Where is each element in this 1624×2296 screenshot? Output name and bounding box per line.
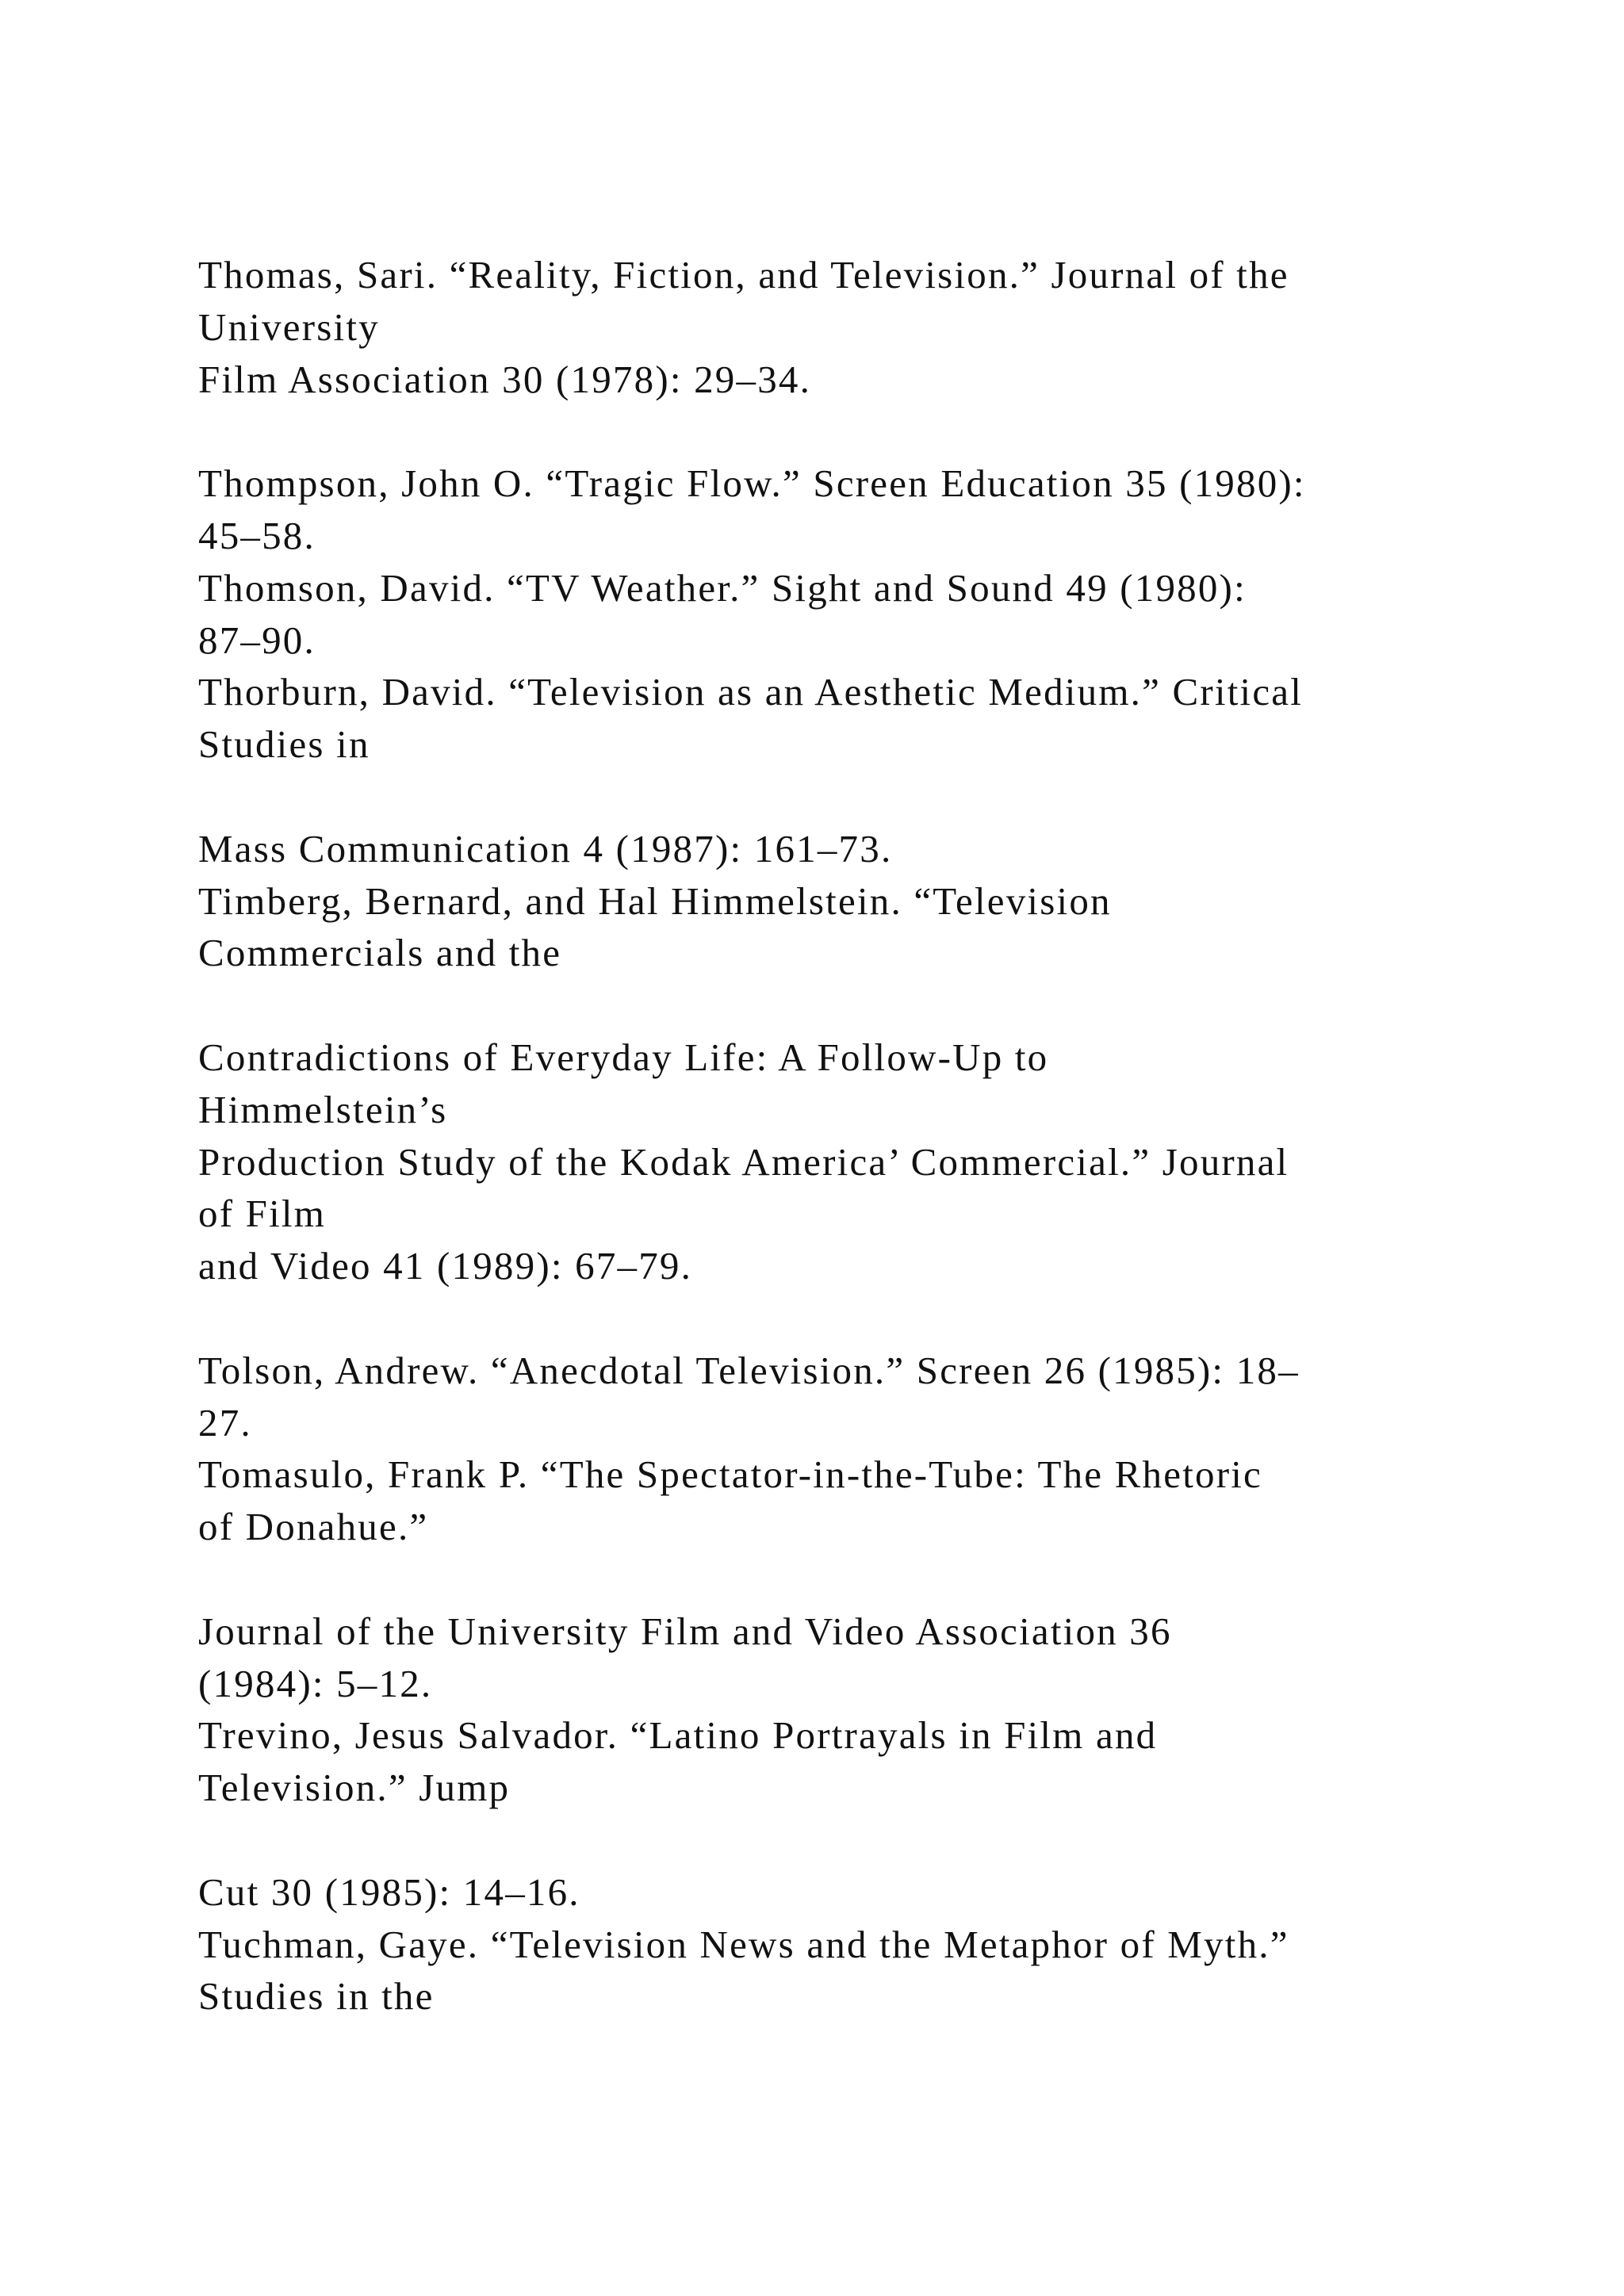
text-line: Journal of the University Film and Video Association 36 [198,1609,1172,1653]
blank-line [198,405,1435,457]
text-line: of Donahue.” [198,1505,429,1549]
text-line: Television.” Jump [198,1766,511,1810]
text-line: Cut 30 (1985): 14–16. [198,1869,580,1914]
text-line: Mass Communication 4 (1987): 161–73. [198,826,893,871]
blank-line [198,1814,1435,1866]
text-line: Thomson, David. “TV Weather.” Sight and Sound 49 (1980): [198,565,1247,610]
blank-line [198,771,1435,823]
blank-line [198,1553,1435,1605]
text-line: Thorburn, David. “Television as an Aesthetic Medium.” Critical [198,670,1304,714]
text-line: Production Study of the Kodak America’ Commercial.” Journal [198,1139,1289,1184]
text-line: of Film [198,1192,327,1236]
text-line: Studies in the [198,1974,435,2019]
text-line: Tuchman, Gaye. “Television News and the Metaphor of Myth.” [198,1922,1289,1966]
text-line: Film Association 30 (1978): 29–34. [198,357,812,401]
text-line: Thompson, John O. “Tragic Flow.” Screen Education 35 (1980): [198,461,1306,506]
blank-line [198,979,1435,1031]
text-line: and Video 41 (1989): 67–79. [198,1244,693,1288]
blank-line [198,1292,1435,1345]
text-line: Commercials and the [198,931,562,975]
text-line: (1984): 5–12. [198,1661,433,1705]
text-line: 87–90. [198,618,316,662]
text-line: University [198,304,380,349]
text-line: 45–58. [198,513,316,557]
text-line: Contradictions of Everyday Life: A Follow-Up to [198,1035,1049,1079]
text-line: Timberg, Bernard, and Hal Himmelstein. “Television [198,878,1112,923]
text-line: Thomas, Sari. “Reality, Fiction, and Television.” Journal of the [198,253,1289,297]
text-line: Trevino, Jesus Salvador. “Latino Portrayals in Film and [198,1713,1158,1758]
bibliography-text [198,249,1435,2022]
text-line: Himmelstein’s [198,1087,448,1131]
text-line: 27. [198,1400,252,1445]
text-line: Tolson, Andrew. “Anecdotal Television.” Screen 26 (1985): 18– [198,1348,1300,1392]
text-line: Tomasulo, Frank P. “The Spectator-in-the-Tube: The Rhetoric [198,1452,1262,1497]
text-line: Studies in [198,722,370,767]
